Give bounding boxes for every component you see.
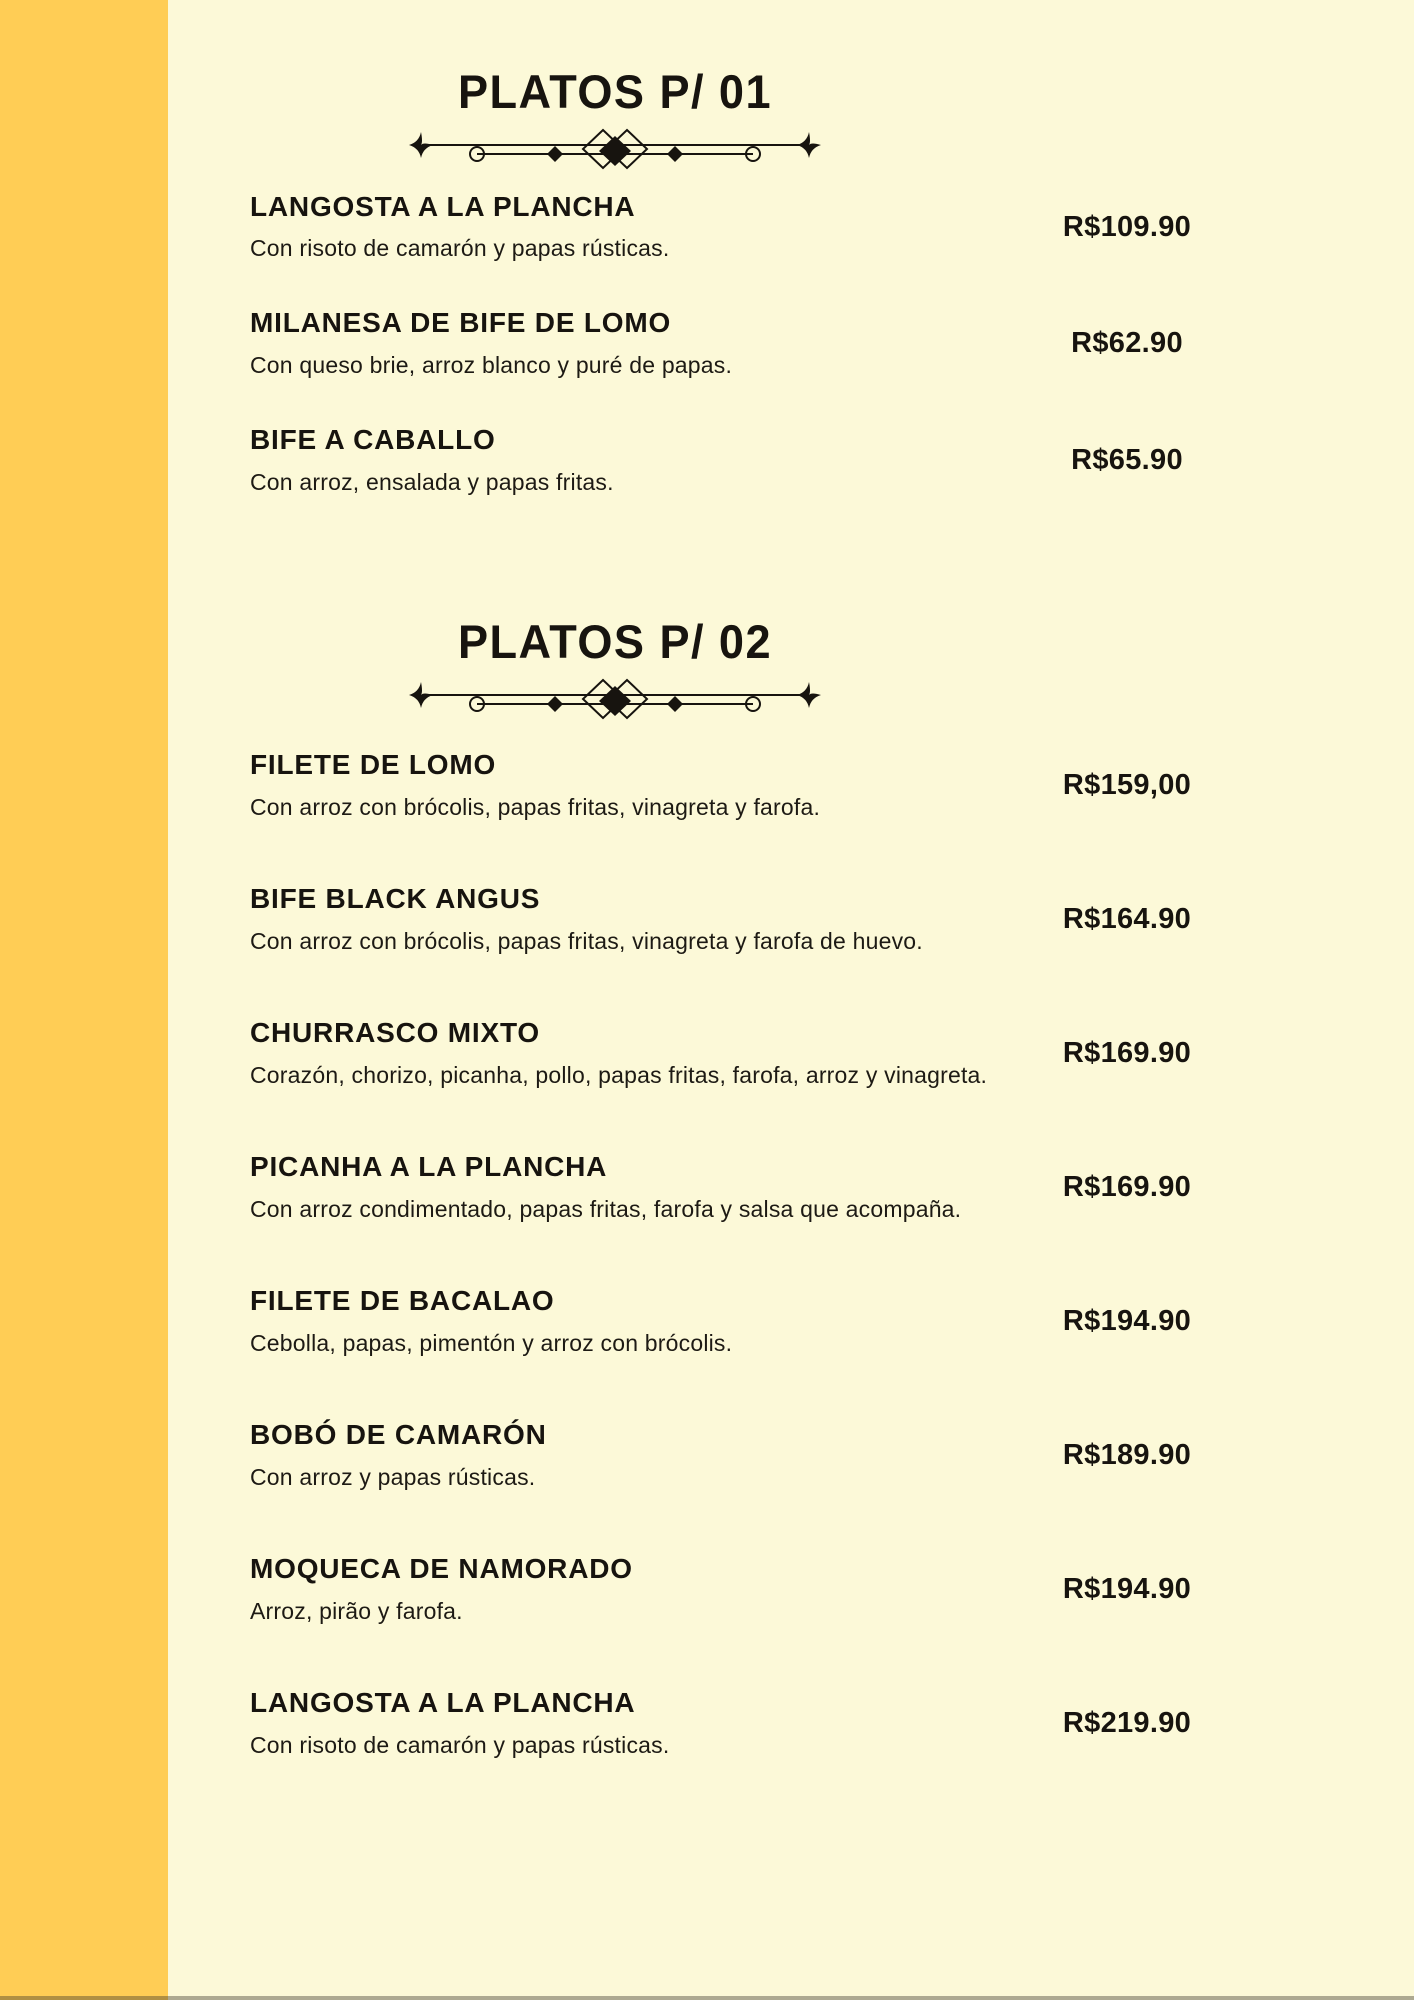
sparkle-icon [409, 132, 433, 158]
menu-item-text [250, 882, 990, 957]
menu-item-description: Con risoto de camarón y papas rústicas. [250, 1731, 670, 1758]
section-header [250, 66, 980, 176]
menu-item-price: R$169.90 [1062, 1037, 1192, 1070]
menu-item-description: Arroz, pirão y farofa. [250, 1597, 463, 1624]
menu-section [250, 616, 1264, 1770]
menu-item [250, 306, 1264, 381]
menu-item-price: R$65.90 [1071, 444, 1183, 477]
menu-item-name: FILETE DE LOMO [250, 749, 497, 781]
menu-item-name: BIFE A CABALLO [250, 424, 496, 456]
menu-item [250, 1678, 1264, 1770]
menu-item-text [250, 748, 990, 823]
menu-item-price: R$62.90 [1071, 327, 1183, 360]
menu-item-text [250, 1552, 990, 1627]
menu-item [250, 423, 1264, 498]
left-accent-stripe [0, 0, 168, 2000]
menu-item [250, 1142, 1264, 1234]
section-items [250, 190, 1264, 498]
menu-item-name: LANGOSTA A LA PLANCHA [250, 190, 636, 222]
menu-item-name: BIFE BLACK ANGUS [250, 883, 541, 915]
menu-item-description: Con arroz, ensalada y papas fritas. [250, 468, 614, 495]
menu-item-name: CHURRASCO MIXTO [250, 1017, 540, 1049]
menu-item-price: R$164.90 [1062, 903, 1192, 936]
sparkle-icon [797, 132, 821, 158]
sparkle-icon [409, 682, 433, 708]
menu-item-text [250, 1418, 990, 1493]
menu-item-description: Con risoto de camarón y papas rústicas. [250, 235, 670, 262]
section-header [250, 616, 980, 726]
menu-item-price: R$194.90 [1062, 1305, 1192, 1338]
menu-item [250, 874, 1264, 966]
menu-item-description: Con arroz condimentado, papas fritas, farofa y salsa que acompaña. [250, 1195, 962, 1222]
menu-item-text [250, 423, 990, 498]
menu-item-text [250, 1016, 990, 1091]
menu-content [250, 0, 1264, 1812]
menu-item-text [250, 1284, 990, 1359]
menu-item-name: BOBÓ DE CAMARÓN [250, 1419, 547, 1451]
menu-item [250, 1276, 1264, 1368]
menu-item-text [250, 1686, 990, 1761]
menu-item-text [250, 1150, 990, 1225]
menu-item-name: MOQUECA DE NAMORADO [250, 1553, 633, 1585]
menu-item-text [250, 306, 990, 381]
menu-item-name: LANGOSTA A LA PLANCHA [250, 1687, 636, 1719]
menu-item [250, 740, 1264, 832]
section-title: PLATOS P/ 01 [457, 65, 773, 118]
menu-item [250, 190, 1264, 265]
menu-item-price: R$189.90 [1062, 1439, 1192, 1472]
menu-item-text [250, 190, 990, 265]
sparkle-icon [797, 682, 821, 708]
menu-item-price: R$159,00 [1062, 769, 1192, 802]
menu-item-description: Con arroz con brócolis, papas fritas, vinagreta y farofa. [250, 793, 821, 820]
menu-item-description: Con arroz y papas rústicas. [250, 1463, 536, 1490]
menu-item-name: PICANHA A LA PLANCHA [250, 1151, 608, 1183]
menu-item-description: Con queso brie, arroz blanco y puré de papas. [250, 352, 733, 379]
diamond-divider-icon [405, 674, 825, 726]
menu-item-price: R$194.90 [1062, 1573, 1192, 1606]
menu-item-price: R$109.90 [1062, 210, 1192, 243]
section-title: PLATOS P/ 02 [457, 615, 773, 669]
menu-item-description: Cebolla, papas, pimentón y arroz con brócolis. [250, 1329, 733, 1356]
page-bottom-edge [0, 1996, 1414, 2000]
menu-item-name: MILANESA DE BIFE DE LOMO [250, 307, 672, 339]
diamond-divider-icon [405, 124, 825, 176]
menu-item-price: R$219.90 [1062, 1707, 1192, 1740]
menu-item [250, 1410, 1264, 1502]
section-items [250, 740, 1264, 1770]
menu-item-name: FILETE DE BACALAO [250, 1285, 555, 1317]
menu-item-price: R$169.90 [1062, 1171, 1192, 1204]
menu-item [250, 1544, 1264, 1636]
menu-section [250, 66, 1264, 498]
menu-item-description: Con arroz con brócolis, papas fritas, vinagreta y farofa de huevo. [250, 927, 923, 954]
menu-item [250, 1008, 1264, 1100]
menu-item-description: Corazón, chorizo, picanha, pollo, papas fritas, farofa, arroz y vinagreta. [250, 1061, 988, 1088]
